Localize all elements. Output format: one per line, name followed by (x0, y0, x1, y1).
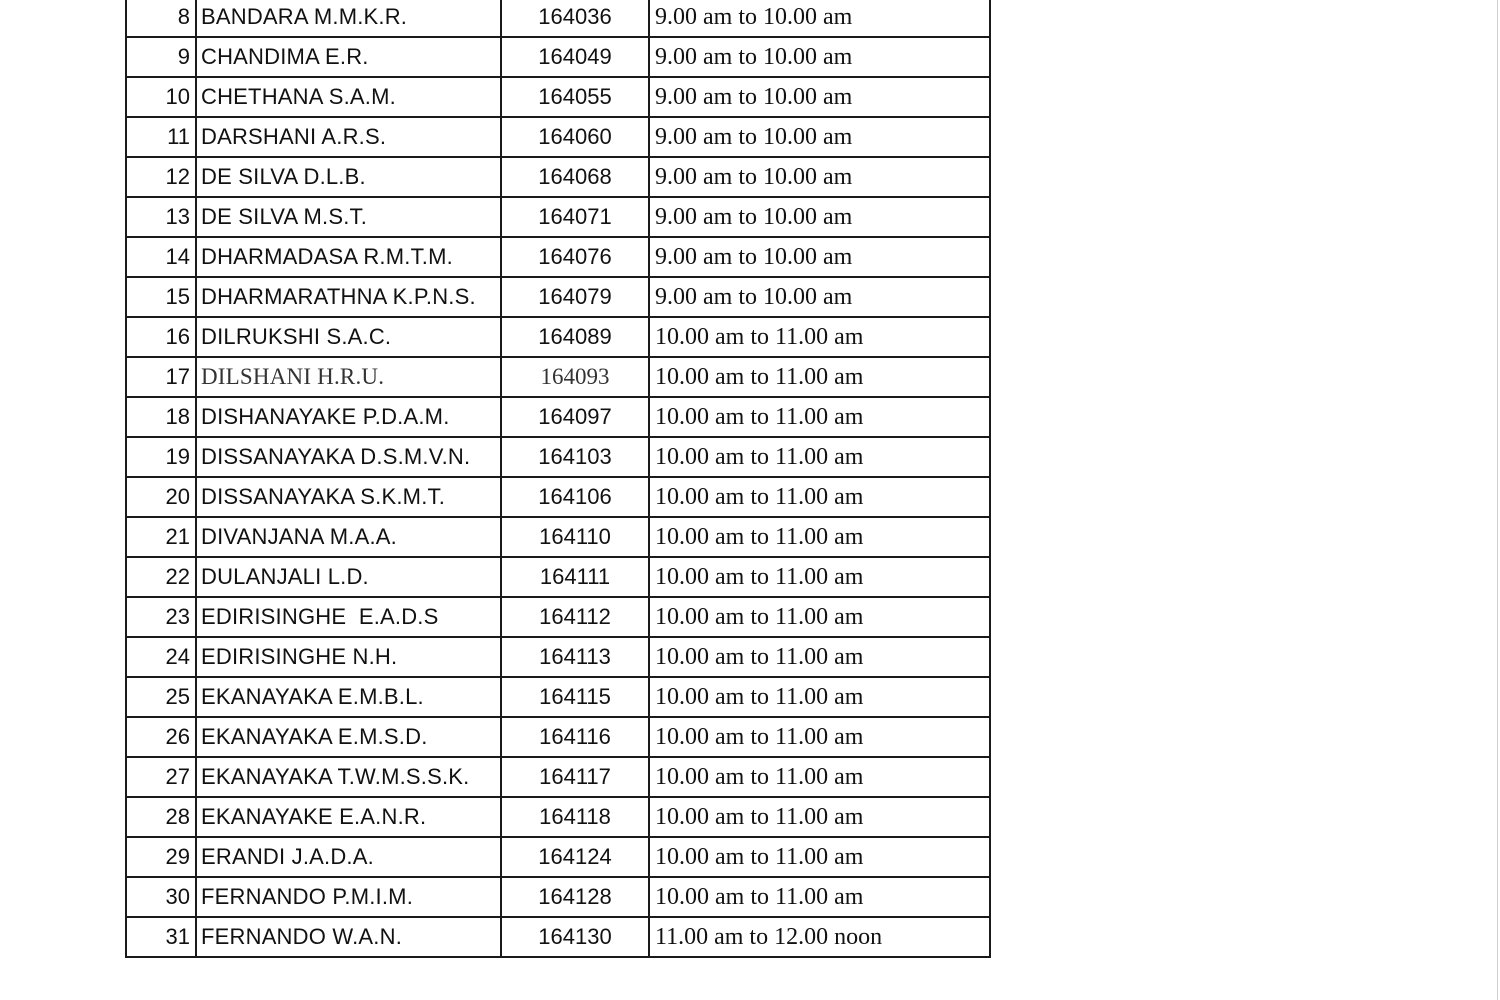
table-row (126, 197, 990, 237)
table-row (126, 477, 990, 517)
schedule-table (125, 0, 991, 958)
time-slot: 10.00 am to 11.00 am (649, 397, 990, 437)
time-slot: 9.00 am to 10.00 am (649, 77, 990, 117)
registration-number: 164124 (501, 837, 649, 877)
table-row (126, 157, 990, 197)
row-number: 13 (126, 197, 196, 237)
student-name: FERNANDO P.M.I.M. (196, 877, 501, 917)
student-name: DISSANAYAKA S.K.M.T. (196, 477, 501, 517)
table-row (126, 237, 990, 277)
table-row (126, 677, 990, 717)
registration-number: 164128 (501, 877, 649, 917)
student-name: DIVANJANA M.A.A. (196, 517, 501, 557)
time-slot: 9.00 am to 10.00 am (649, 237, 990, 277)
registration-number: 164103 (501, 437, 649, 477)
table-row (126, 917, 990, 957)
row-number: 12 (126, 157, 196, 197)
table-row (126, 637, 990, 677)
row-number: 8 (126, 0, 196, 37)
registration-number: 164106 (501, 477, 649, 517)
registration-number: 164093 (501, 357, 649, 397)
registration-number: 164113 (501, 637, 649, 677)
student-name: EKANAYAKA T.W.M.S.S.K. (196, 757, 501, 797)
time-slot: 10.00 am to 11.00 am (649, 797, 990, 837)
time-slot: 10.00 am to 11.00 am (649, 637, 990, 677)
registration-number: 164076 (501, 237, 649, 277)
row-number: 9 (126, 37, 196, 77)
time-slot: 9.00 am to 10.00 am (649, 277, 990, 317)
registration-number: 164089 (501, 317, 649, 357)
row-number: 29 (126, 837, 196, 877)
time-slot: 11.00 am to 12.00 noon (649, 917, 990, 957)
student-name: ERANDI J.A.D.A. (196, 837, 501, 877)
student-name: DHARMADASA R.M.T.M. (196, 237, 501, 277)
registration-number: 164117 (501, 757, 649, 797)
time-slot: 9.00 am to 10.00 am (649, 0, 990, 37)
registration-number: 164055 (501, 77, 649, 117)
time-slot: 10.00 am to 11.00 am (649, 757, 990, 797)
student-name: DE SILVA M.S.T. (196, 197, 501, 237)
table-row (126, 557, 990, 597)
row-number: 14 (126, 237, 196, 277)
row-number: 23 (126, 597, 196, 637)
time-slot: 10.00 am to 11.00 am (649, 357, 990, 397)
time-slot: 10.00 am to 11.00 am (649, 557, 990, 597)
time-slot: 9.00 am to 10.00 am (649, 157, 990, 197)
registration-number: 164036 (501, 0, 649, 37)
row-number: 25 (126, 677, 196, 717)
time-slot: 10.00 am to 11.00 am (649, 317, 990, 357)
student-name: DARSHANI A.R.S. (196, 117, 501, 157)
row-number: 24 (126, 637, 196, 677)
student-name: CHETHANA S.A.M. (196, 77, 501, 117)
table-row (126, 837, 990, 877)
table-row (126, 437, 990, 477)
student-name: EKANAYAKA E.M.B.L. (196, 677, 501, 717)
table-row (126, 77, 990, 117)
student-name: EDIRISINGHE E.A.D.S (196, 597, 501, 637)
registration-number: 164111 (501, 557, 649, 597)
registration-number: 164071 (501, 197, 649, 237)
table-row (126, 797, 990, 837)
row-number: 26 (126, 717, 196, 757)
table-row (126, 317, 990, 357)
student-name: DE SILVA D.L.B. (196, 157, 501, 197)
row-number: 31 (126, 917, 196, 957)
row-number: 10 (126, 77, 196, 117)
time-slot: 10.00 am to 11.00 am (649, 837, 990, 877)
table-row (126, 717, 990, 757)
student-name: DILRUKSHI S.A.C. (196, 317, 501, 357)
table-row (126, 517, 990, 557)
registration-number: 164097 (501, 397, 649, 437)
table-row (126, 397, 990, 437)
registration-number: 164116 (501, 717, 649, 757)
table-row (126, 0, 990, 37)
row-number: 11 (126, 117, 196, 157)
row-number: 20 (126, 477, 196, 517)
registration-number: 164110 (501, 517, 649, 557)
table-row (126, 757, 990, 797)
student-name: DISSANAYAKA D.S.M.V.N. (196, 437, 501, 477)
registration-number: 164118 (501, 797, 649, 837)
table-row (126, 277, 990, 317)
table-row (126, 877, 990, 917)
student-name: CHANDIMA E.R. (196, 37, 501, 77)
time-slot: 10.00 am to 11.00 am (649, 517, 990, 557)
registration-number: 164115 (501, 677, 649, 717)
table-row (126, 117, 990, 157)
row-number: 30 (126, 877, 196, 917)
row-number: 16 (126, 317, 196, 357)
page-edge-line (1497, 0, 1498, 1000)
registration-number: 164068 (501, 157, 649, 197)
student-name: EDIRISINGHE N.H. (196, 637, 501, 677)
time-slot: 10.00 am to 11.00 am (649, 677, 990, 717)
row-number: 17 (126, 357, 196, 397)
row-number: 18 (126, 397, 196, 437)
row-number: 27 (126, 757, 196, 797)
student-name: EKANAYAKA E.M.S.D. (196, 717, 501, 757)
student-name: FERNANDO W.A.N. (196, 917, 501, 957)
registration-number: 164130 (501, 917, 649, 957)
row-number: 22 (126, 557, 196, 597)
time-slot: 10.00 am to 11.00 am (649, 877, 990, 917)
time-slot: 10.00 am to 11.00 am (649, 437, 990, 477)
registration-number: 164079 (501, 277, 649, 317)
student-name: DISHANAYAKE P.D.A.M. (196, 397, 501, 437)
time-slot: 10.00 am to 11.00 am (649, 477, 990, 517)
student-name: EKANAYAKE E.A.N.R. (196, 797, 501, 837)
time-slot: 10.00 am to 11.00 am (649, 717, 990, 757)
table-row (126, 597, 990, 637)
student-name: DULANJALI L.D. (196, 557, 501, 597)
registration-number: 164049 (501, 37, 649, 77)
time-slot: 10.00 am to 11.00 am (649, 597, 990, 637)
student-name: DHARMARATHNA K.P.N.S. (196, 277, 501, 317)
time-slot: 9.00 am to 10.00 am (649, 117, 990, 157)
registration-number: 164112 (501, 597, 649, 637)
row-number: 28 (126, 797, 196, 837)
row-number: 19 (126, 437, 196, 477)
time-slot: 9.00 am to 10.00 am (649, 37, 990, 77)
student-name: BANDARA M.M.K.R. (196, 0, 501, 37)
registration-number: 164060 (501, 117, 649, 157)
table-row (126, 357, 990, 397)
row-number: 15 (126, 277, 196, 317)
student-name: DILSHANI H.R.U. (196, 357, 501, 397)
time-slot: 9.00 am to 10.00 am (649, 197, 990, 237)
row-number: 21 (126, 517, 196, 557)
table-row (126, 37, 990, 77)
